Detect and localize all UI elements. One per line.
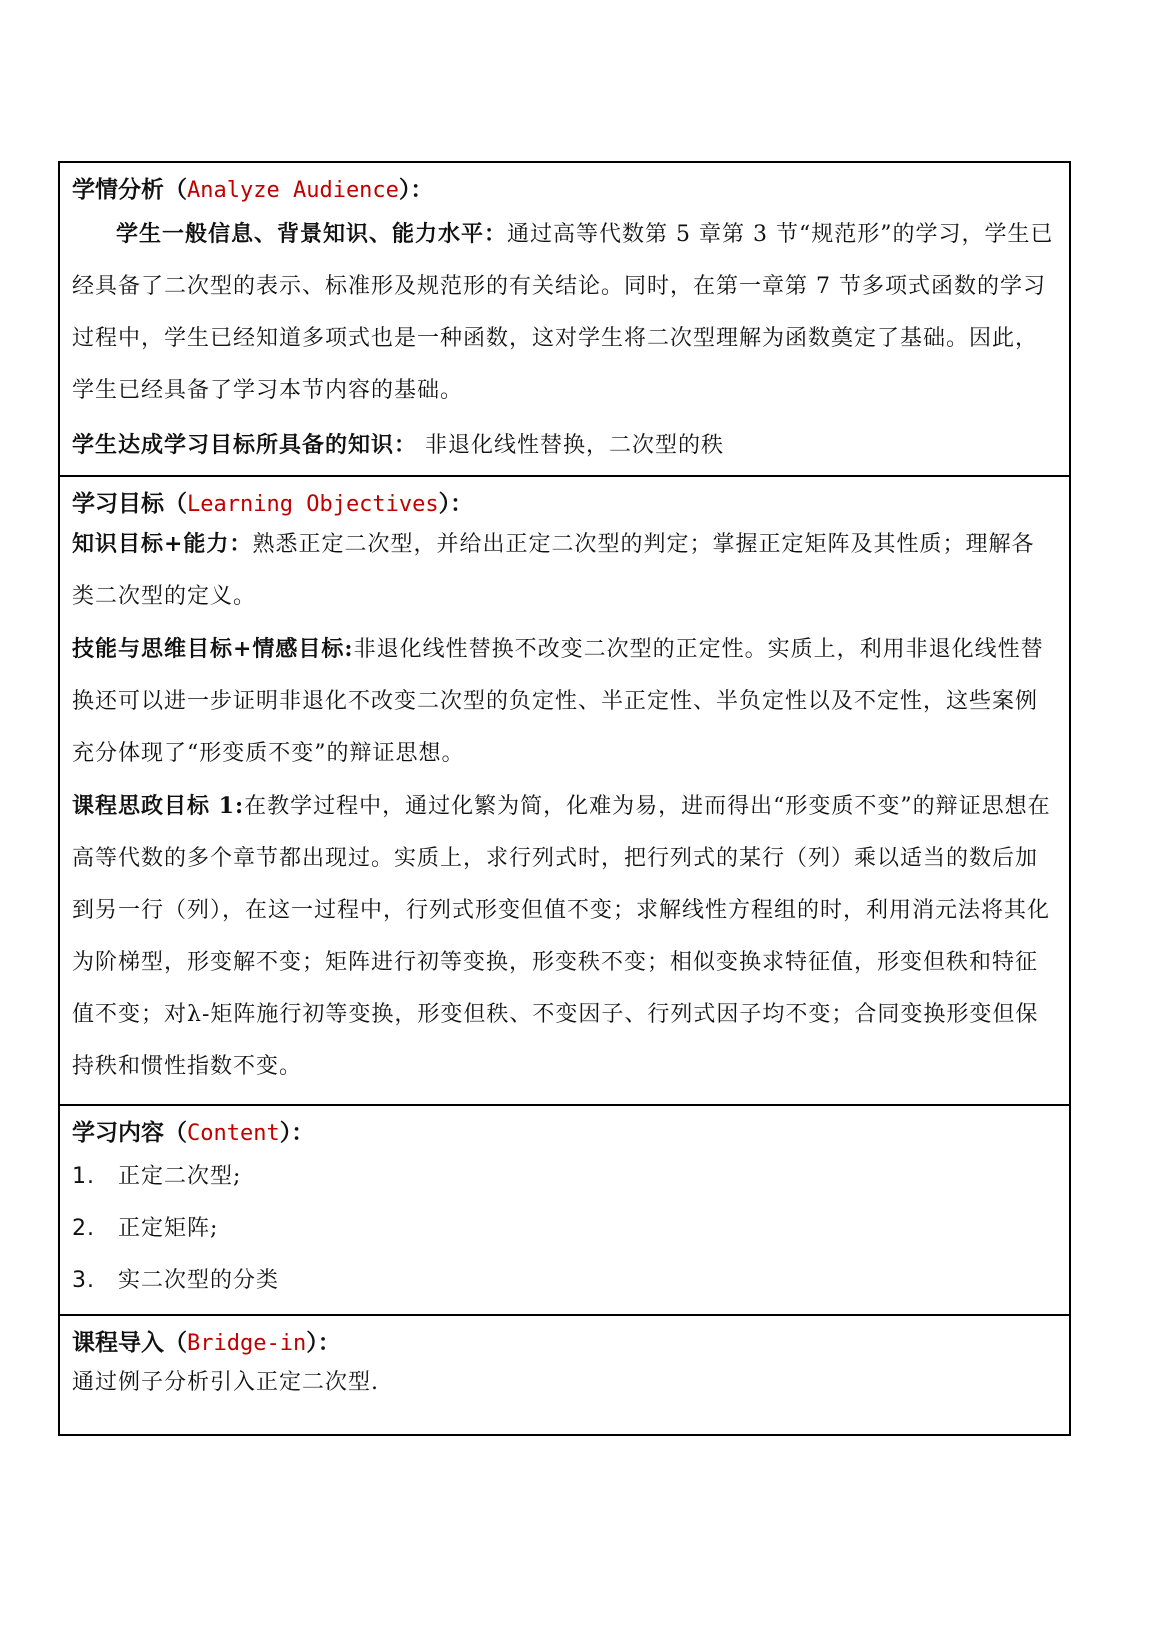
knowledge-label: 学生达成学习目标所具备的知识： [72, 432, 418, 458]
knowledge-text: 非退化线性替换，二次型的秩 [417, 433, 725, 458]
section-objectives [60, 477, 1069, 1106]
section-content [60, 1106, 1069, 1316]
skill-objective [72, 623, 1057, 780]
knowledge-paragraph [72, 419, 1057, 472]
section-title-content: 学习内容（Content）： [72, 1119, 315, 1146]
knowledge-objective-label: 知识目标+能力： [72, 531, 253, 557]
lesson-plan-table [58, 161, 1071, 1436]
section-title-objectives: 学习目标（Learning Objectives）： [72, 490, 474, 517]
list-item: 2. 正定矩阵; [72, 1216, 219, 1241]
bridge-text: 通过例子分析引入正定二次型. [72, 1370, 379, 1395]
knowledge-objective [72, 518, 1057, 623]
ideology-objective-text: 在教学过程中，通过化繁为简，化难为易，进而得出“形变质不变”的辩证思想在高等代数的多个章节都出现过。实质上，求行列式时，把行列式的某行（列）乘以适当的数后加到另一行（列），在这一过程中，行列式形变但值不变；求解线性方程组的时，利用消元法将其化为阶梯型，形变解不变；矩阵进行初等变换，形变秩不变；相似变换求特征值，形变但秩和特征值不变；对λ-矩阵施行初等变换，形变但秩、不变因子、行列式因子均不变；合同变换形变但保持秩和惯性指数不变。 [72, 794, 1051, 1079]
section-title-bridge: 课程导入（Bridge-in）： [72, 1329, 341, 1356]
background-paragraph [72, 208, 1057, 417]
list-item: 3. 实二次型的分类 [72, 1268, 280, 1293]
skill-objective-text: 非退化线性替换不改变二次型的正定性。实质上，利用非退化线性替换还可以进一步证明非退化不改变二次型的负定性、半正定性、半负定性以及不定性，这些案例充分体现了“形变质不变”的辩证思想。 [72, 637, 1044, 766]
skill-objective-label: 技能与思维目标+情感目标: [72, 636, 354, 662]
content-list [72, 1151, 1057, 1307]
section-bridge [60, 1316, 1069, 1434]
background-label: 学生一般信息、背景知识、能力水平： [116, 221, 508, 247]
section-audience [60, 163, 1069, 477]
knowledge-objective-text: 熟悉正定二次型，并给出正定二次型的判定；掌握正定矩阵及其性质；理解各类二次型的定义。 [72, 532, 1035, 609]
section-title-audience: 学情分析（Analyze Audience）： [72, 176, 434, 203]
list-item: 1. 正定二次型; [72, 1164, 242, 1189]
ideology-objective-label: 课程思政目标 1: [72, 793, 245, 819]
background-text: 通过高等代数第 5 章第 3 节“规范形”的学习，学生已经具备了二次型的表示、标准形及规范形的有关结论。同时，在第一章第 7 节多项式函数的学习过程中，学生已经知道多项式也是一种函数，这对学生将二次型理解为函数奠定了基础。因此，学生已经具备了学习本节内容的基础。 [72, 222, 1054, 403]
ideology-objective [72, 780, 1057, 1093]
